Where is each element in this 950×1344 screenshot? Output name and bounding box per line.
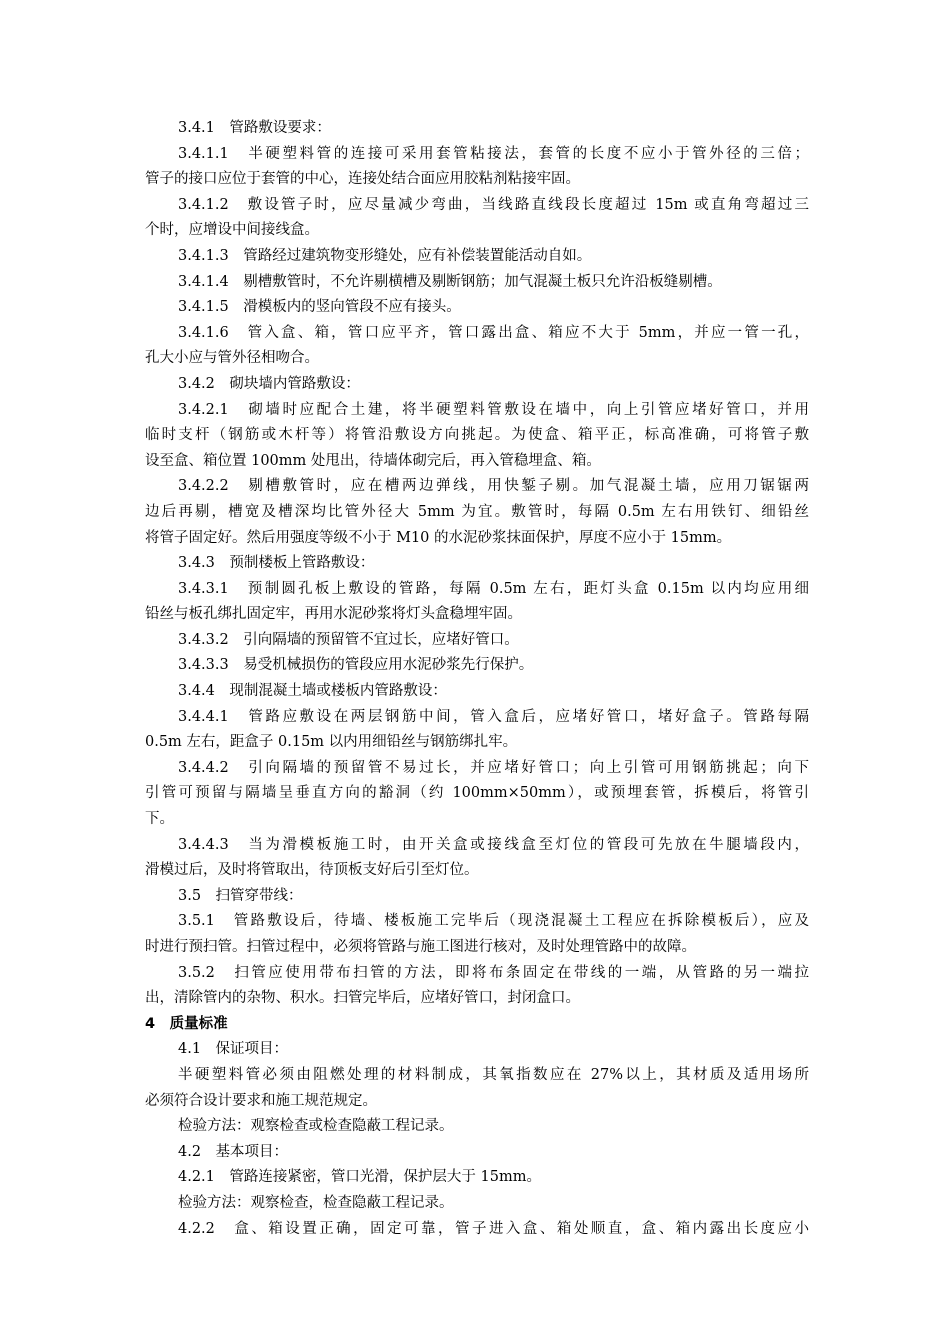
text-line: 3.5.1 管路敷设后，待墙、楼板施工完毕后（现浇混凝土工程应在拆除模板后），应及 [178, 913, 809, 930]
text-line: 3.4.1.3 管路经过建筑物变形缝处，应有补偿装置能活动自如。 [178, 247, 592, 264]
text-line: 设至盒、箱位置 100mm 处甩出，待墙体砌完后，再入管稳埋盒、箱。 [145, 452, 601, 469]
text-line: 半硬塑料管必须由阻燃处理的材料制成，其氧指数应在 27%以上，其材质及适用场所 [178, 1066, 809, 1083]
text-line: 4.1 保证项目： [178, 1041, 289, 1058]
text-line: 引管可预留与隔墙呈垂直方向的豁洞（约 100mm×50mm），或预埋套管，拆模后，将管引 [145, 785, 809, 802]
text-line: 3.4.3 预制楼板上管路敷设： [178, 555, 375, 572]
text-line: 3.4.3.3 易受机械损伤的管段应用水泥砂浆先行保护。 [178, 657, 534, 674]
text-line: 3.4.4.1 管路应敷设在两层钢筋中间，管入盒后，应堵好管口，堵好盒子。管路每隔 [178, 708, 809, 725]
text-line: 4.2.1 管路连接紧密，管口光滑，保护层大于 15mm。 [178, 1169, 541, 1186]
text-line: 3.4.2.1 砌墙时应配合土建，将半硬塑料管敷设在墙中，向上引管应堵好管口，并用 [178, 401, 809, 418]
text-line: 边后再剔，槽宽及槽深均比管外径大 5mm 为宜。敷管时，每隔 0.5m 左右用铁钉、细铅丝 [145, 503, 809, 520]
text-line: 时进行预扫管。扫管过程中，必须将管路与施工图进行核对，及时处理管路中的故障。 [145, 939, 696, 955]
text-line: 3.4.1 管路敷设要求： [178, 120, 331, 136]
text-line: 孔大小应与管外径相吻合。 [145, 350, 319, 367]
text-line: 3.4.3.1 预制圆孔板上敷设的管路，每隔 0.5m 左右，距灯头盒 0.15m 以内均应用细 [178, 580, 809, 597]
text-line: 0.5m 左右，距盒子 0.15m 以内用细铅丝与钢筋绑扎牢。 [145, 734, 518, 751]
text-line: 必须符合设计要求和施工规范规定。 [145, 1092, 377, 1109]
text-line: 3.4.3.2 引向隔墙的预留管不宜过长，应堵好管口。 [178, 631, 519, 648]
text-line: 检验方法：观察检查，检查隐蔽工程记录。 [178, 1194, 454, 1211]
text-line: 3.4.1.1 半硬塑料管的连接可采用套管粘接法，套管的长度不应小于管外径的三倍； [178, 145, 809, 162]
text-line: 滑模过后，及时将管取出，待顶板支好后引至灯位。 [145, 862, 479, 879]
text-line: 3.4.4.3 当为滑模板施工时，由开关盒或接线盒至灯位的管段可先放在牛腿墙段内， [178, 836, 809, 853]
text-line: 3.4.1.2 敷设管子时，应尽量减少弯曲，当线路直线段长度超过 15m 或直角弯超过三 [178, 196, 809, 213]
text-line: 个时，应增设中间接线盒。 [145, 222, 319, 239]
text-line: 3.4.2 砌块墙内管路敷设： [178, 375, 360, 392]
section-heading: 4 质量标准 [145, 1015, 228, 1032]
text-line: 出，清除管内的杂物、积水。扫管完毕后，应堵好管口，封闭盒口。 [145, 990, 580, 1007]
text-line: 4.2 基本项目： [178, 1143, 289, 1160]
text-line: 3.4.1.5 滑模板内的竖向管段不应有接头。 [178, 299, 461, 316]
document-page [145, 116, 809, 1242]
text-line: 检验方法：观察检查或检查隐蔽工程记录。 [178, 1118, 454, 1135]
text-line: 铅丝与板孔绑扎固定牢，再用水泥砂浆将灯头盒稳埋牢固。 [145, 606, 522, 623]
text-line: 4.2.2 盒、箱设置正确，固定可靠，管子进入盒、箱处顺直，盒、箱内露出长度应小 [178, 1220, 809, 1237]
text-line: 3.4.4 现制混凝土墙或楼板内管路敷设： [178, 683, 447, 700]
text-line: 3.5.2 扫管应使用带布扫管的方法，即将布条固定在带线的一端，从管路的另一端拉 [178, 964, 809, 981]
text-line: 3.5 扫管穿带线： [178, 887, 303, 904]
text-line: 3.4.4.2 引向隔墙的预留管不易过长，并应堵好管口；向上引管可用钢筋挑起；向下 [178, 759, 809, 776]
text-line: 3.4.2.2 剔槽敷管时，应在槽两边弹线，用快錾子剔。加气混凝土墙，应用刀锯锯两 [178, 478, 809, 495]
text-line: 将管子固定好。然后用强度等级不小于 M10 的水泥砂浆抹面保护，厚度不应小于 15mm。 [145, 529, 732, 546]
text-line: 下。 [145, 811, 174, 828]
text-line: 临时支杆（钢筋或木杆等）将管沿敷设方向挑起。为使盒、箱平正，标高准确，可将管子敷 [145, 427, 809, 444]
text-line: 管子的接口应位于套管的中心，连接处结合面应用胶粘剂粘接牢固。 [145, 171, 580, 188]
text-line: 3.4.1.6 管入盒、箱，管口应平齐，管口露出盒、箱应不大于 5mm，并应一管一孔， [178, 324, 809, 341]
text-line: 3.4.1.4 剔槽敷管时，不允许剔横槽及剔断钢筋；加气混凝土板只允许沿板缝剔槽。 [178, 273, 722, 290]
